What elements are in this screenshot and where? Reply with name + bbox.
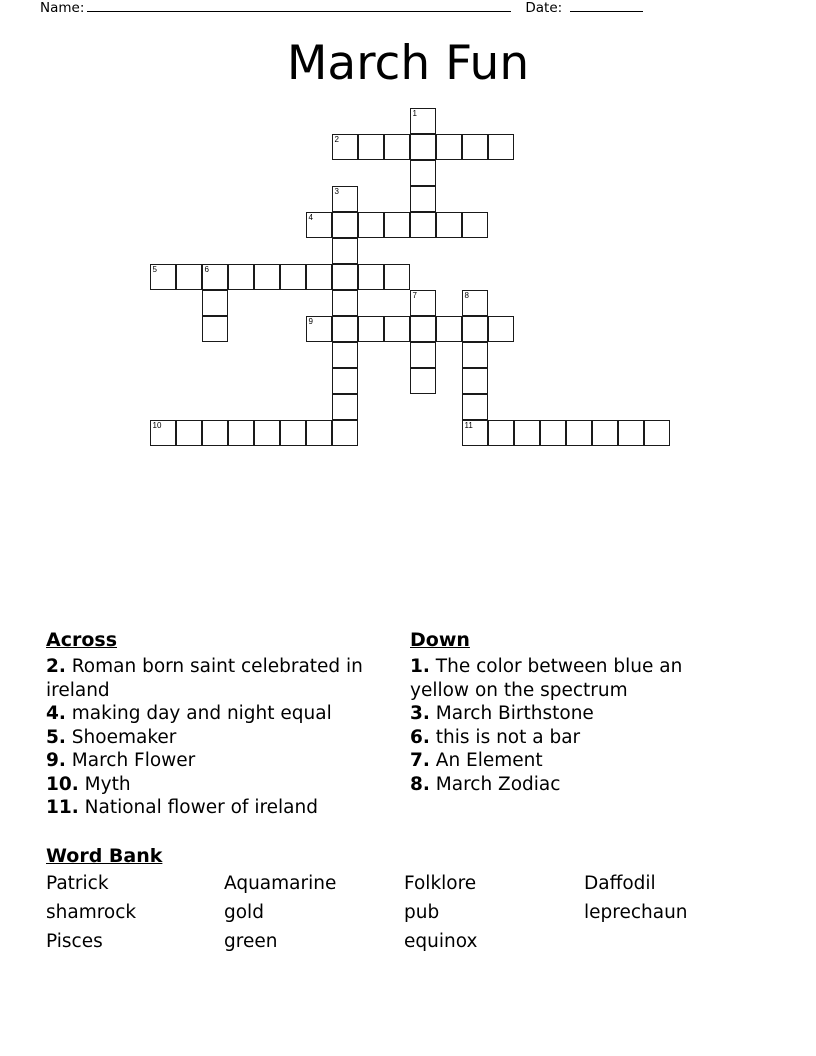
- clue-across-11: [46, 796, 396, 820]
- clue-text: Myth: [78, 773, 131, 795]
- crossword-cell[interactable]: [488, 134, 514, 160]
- clue-across-5: [46, 726, 396, 750]
- crossword-cell[interactable]: [202, 316, 228, 342]
- date-label: Date:: [525, 0, 563, 16]
- crossword-cell[interactable]: [176, 264, 202, 290]
- cell-number-7: 7: [412, 290, 417, 300]
- word-bank-item: Aquamarine: [224, 873, 337, 894]
- clue-text: An Element: [429, 750, 543, 771]
- crossword-cell[interactable]: [254, 264, 280, 290]
- crossword-cell[interactable]: [150, 420, 176, 446]
- clue-text: this is not a bar: [429, 726, 581, 748]
- clues-section: [0, 628, 816, 838]
- word-bank-item: gold: [224, 902, 264, 923]
- crossword-cell[interactable]: [332, 420, 358, 446]
- crossword-cell[interactable]: [462, 394, 488, 420]
- clue-text: March Zodiac: [429, 773, 561, 795]
- crossword-cell[interactable]: [306, 420, 332, 446]
- page-title: March Fun: [286, 36, 530, 91]
- crossword-cell[interactable]: [462, 368, 488, 394]
- crossword-cell[interactable]: [332, 316, 358, 342]
- crossword-cell[interactable]: [332, 238, 358, 264]
- crossword-cell[interactable]: [384, 134, 410, 160]
- crossword-cell[interactable]: [306, 316, 332, 342]
- crossword-cell[interactable]: [592, 420, 618, 446]
- clue-number: 6.: [410, 726, 430, 748]
- crossword-cell[interactable]: [332, 212, 358, 238]
- clue-text: The color between blue an yellow on the spectrum: [410, 656, 683, 701]
- crossword-cell[interactable]: [228, 264, 254, 290]
- clue-across-10: [46, 773, 396, 797]
- crossword-cell[interactable]: [306, 212, 332, 238]
- crossword-cell[interactable]: [462, 420, 488, 446]
- crossword-cell[interactable]: [358, 316, 384, 342]
- crossword-cell[interactable]: [436, 212, 462, 238]
- word-bank-heading: Word Bank: [46, 845, 163, 867]
- crossword-cell[interactable]: [332, 134, 358, 160]
- crossword-cell[interactable]: [150, 264, 176, 290]
- crossword-cell[interactable]: [332, 342, 358, 368]
- clue-text: Shoemaker: [65, 726, 177, 748]
- clue-across-2: [46, 655, 396, 702]
- clue-down-8: [410, 773, 740, 797]
- clue-text: March Flower: [65, 750, 196, 771]
- clue-text: making day and night equal: [65, 703, 332, 724]
- crossword-cell[interactable]: [254, 420, 280, 446]
- word-bank-item: Pisces: [46, 931, 103, 952]
- clue-number: 11.: [46, 797, 79, 818]
- clue-number: 5.: [46, 726, 66, 748]
- word-bank-item: shamrock: [46, 902, 137, 923]
- crossword-cell[interactable]: [332, 290, 358, 316]
- crossword-grid[interactable]: [0, 0, 816, 470]
- crossword-cell[interactable]: [514, 420, 540, 446]
- crossword-cell[interactable]: [280, 264, 306, 290]
- word-bank-item: Daffodil: [584, 873, 656, 894]
- crossword-cell[interactable]: [462, 342, 488, 368]
- clue-number: 2.: [46, 656, 66, 677]
- crossword-cell[interactable]: [462, 134, 488, 160]
- clue-text: Roman born saint celebrated in ireland: [46, 656, 363, 701]
- cell-number-3: 3: [334, 186, 339, 196]
- down-clues-column: [410, 628, 740, 796]
- word-bank-item: leprechaun: [584, 902, 688, 923]
- crossword-cell[interactable]: [488, 420, 514, 446]
- crossword-cell[interactable]: [332, 368, 358, 394]
- word-bank-empty: [584, 930, 764, 954]
- word-bank-item: pub: [404, 902, 440, 923]
- clue-number: 4.: [46, 703, 66, 724]
- crossword-cell[interactable]: [410, 186, 436, 212]
- crossword-cell[interactable]: [202, 420, 228, 446]
- crossword-cell[interactable]: [202, 264, 228, 290]
- word-bank-item: Folklore: [404, 873, 477, 894]
- clue-text: March Birthstone: [429, 703, 594, 724]
- crossword-cell[interactable]: [358, 264, 384, 290]
- cell-number-1: 1: [412, 108, 417, 118]
- word-bank-item: equinox: [404, 931, 478, 952]
- clue-across-9: [46, 749, 396, 773]
- crossword-cell[interactable]: [488, 316, 514, 342]
- across-clues-column: [46, 628, 396, 820]
- clue-across-4: [46, 702, 396, 726]
- crossword-cell[interactable]: [462, 290, 488, 316]
- crossword-cell[interactable]: [540, 420, 566, 446]
- word-bank-item: Patrick: [46, 873, 109, 894]
- crossword-cell[interactable]: [436, 316, 462, 342]
- crossword-cell[interactable]: [384, 264, 410, 290]
- clue-number: 7.: [410, 750, 430, 771]
- clue-down-3: [410, 702, 740, 726]
- crossword-cell[interactable]: [384, 316, 410, 342]
- crossword-cell[interactable]: [228, 420, 254, 446]
- across-heading: Across: [46, 629, 118, 651]
- cell-number-10: 10: [152, 420, 162, 430]
- word-bank-grid: [46, 872, 776, 954]
- crossword-cell[interactable]: [176, 420, 202, 446]
- crossword-cell[interactable]: [410, 160, 436, 186]
- across-clue-list: [46, 655, 396, 820]
- clue-text: National flower of ireland: [78, 797, 318, 818]
- crossword-cell[interactable]: [410, 316, 436, 342]
- crossword-cell[interactable]: [410, 212, 436, 238]
- cell-number-11: 11: [464, 420, 473, 430]
- down-heading: Down: [410, 629, 470, 651]
- cell-number-6: 6: [204, 264, 209, 274]
- cell-number-4: 4: [308, 212, 313, 222]
- word-bank-section: [46, 845, 776, 954]
- clue-number: 3.: [410, 703, 430, 724]
- crossword-cell[interactable]: [644, 420, 670, 446]
- clue-number: 8.: [410, 773, 430, 795]
- clue-down-6: [410, 726, 740, 750]
- crossword-cell[interactable]: [410, 290, 436, 316]
- cell-number-8: 8: [464, 290, 469, 300]
- clue-number: 10.: [46, 773, 79, 795]
- crossword-cell[interactable]: [358, 212, 384, 238]
- crossword-cell[interactable]: [358, 134, 384, 160]
- cell-number-5: 5: [152, 264, 157, 274]
- crossword-cell[interactable]: [384, 212, 410, 238]
- down-clue-list: [410, 655, 740, 796]
- crossword-cell[interactable]: [332, 264, 358, 290]
- crossword-cell[interactable]: [410, 134, 436, 160]
- crossword-cell[interactable]: [436, 134, 462, 160]
- crossword-cell[interactable]: [410, 342, 436, 368]
- crossword-cell[interactable]: [410, 368, 436, 394]
- name-label: Name:: [40, 0, 85, 16]
- crossword-cell[interactable]: [332, 394, 358, 420]
- word-bank-item: green: [224, 931, 278, 952]
- crossword-cell[interactable]: [306, 264, 332, 290]
- crossword-cell[interactable]: [462, 316, 488, 342]
- crossword-cell[interactable]: [618, 420, 644, 446]
- crossword-cell[interactable]: [332, 186, 358, 212]
- clue-number: 1.: [410, 656, 430, 677]
- crossword-cell[interactable]: [566, 420, 592, 446]
- crossword-cell[interactable]: [462, 212, 488, 238]
- crossword-cell[interactable]: [202, 290, 228, 316]
- clue-down-1: [410, 655, 740, 702]
- cell-number-9: 9: [308, 316, 313, 326]
- crossword-cell[interactable]: [410, 108, 436, 134]
- clue-number: 9.: [46, 750, 66, 771]
- cell-number-2: 2: [334, 134, 339, 144]
- crossword-cell[interactable]: [280, 420, 306, 446]
- clue-down-7: [410, 749, 740, 773]
